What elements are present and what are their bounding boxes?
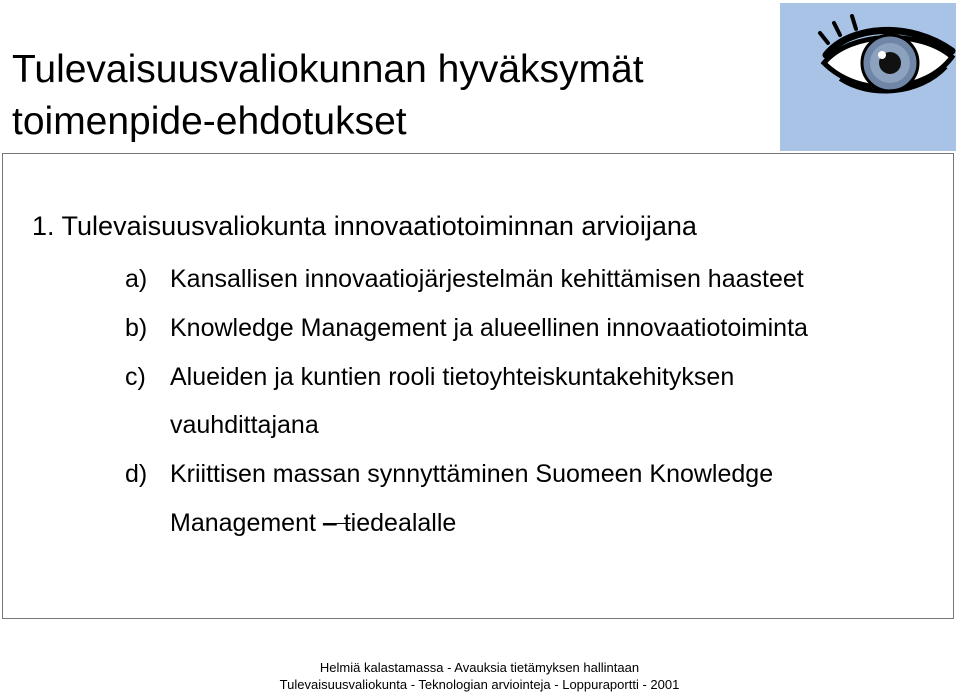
list-item-text bbox=[170, 506, 456, 540]
footer-line-2: Tulevaisuusvaliokunta - Teknologian arviointeja - Loppuraportti - 2001 bbox=[279, 677, 680, 692]
list-marker: b) bbox=[125, 314, 148, 342]
section-number: 1. bbox=[32, 211, 55, 241]
slide-title-line-1: Tulevaisuusvaliokunnan hyväksymät bbox=[12, 48, 644, 91]
list-item-text-end: iedealalle bbox=[350, 509, 457, 537]
list-item-text: Alueiden ja kuntien rooli tietoyhteiskuntakehityksen bbox=[170, 363, 735, 391]
list-marker: c) bbox=[125, 363, 146, 391]
list-item-text: Kriittisen massan synnyttäminen Suomeen Knowledge bbox=[170, 460, 774, 488]
list-item-text: vauhdittajana bbox=[170, 411, 319, 439]
list-marker: a) bbox=[125, 265, 148, 293]
footer-line-1: Helmiä kalastamassa - Avauksia tietämyksen hallintaan bbox=[319, 660, 640, 675]
section-heading bbox=[32, 208, 697, 244]
list-item-text: Kansallisen innovaatiojärjestelmän kehittämisen haasteet bbox=[170, 265, 804, 293]
list-item-text-start: Management bbox=[170, 509, 323, 537]
list-marker: d) bbox=[125, 460, 148, 488]
section-heading-text: Tulevaisuusvaliokunta innovaatiotoiminnan arvioijana bbox=[61, 211, 697, 241]
eye-icon bbox=[780, 3, 956, 151]
struck-text: – t bbox=[322, 509, 351, 537]
eye-logo bbox=[780, 3, 956, 151]
slide-title bbox=[12, 44, 644, 148]
slide-title-line-2: toimenpide-ehdotukset bbox=[12, 100, 407, 143]
list-item-text: Knowledge Management ja alueellinen innovaatiotoiminta bbox=[170, 314, 808, 342]
